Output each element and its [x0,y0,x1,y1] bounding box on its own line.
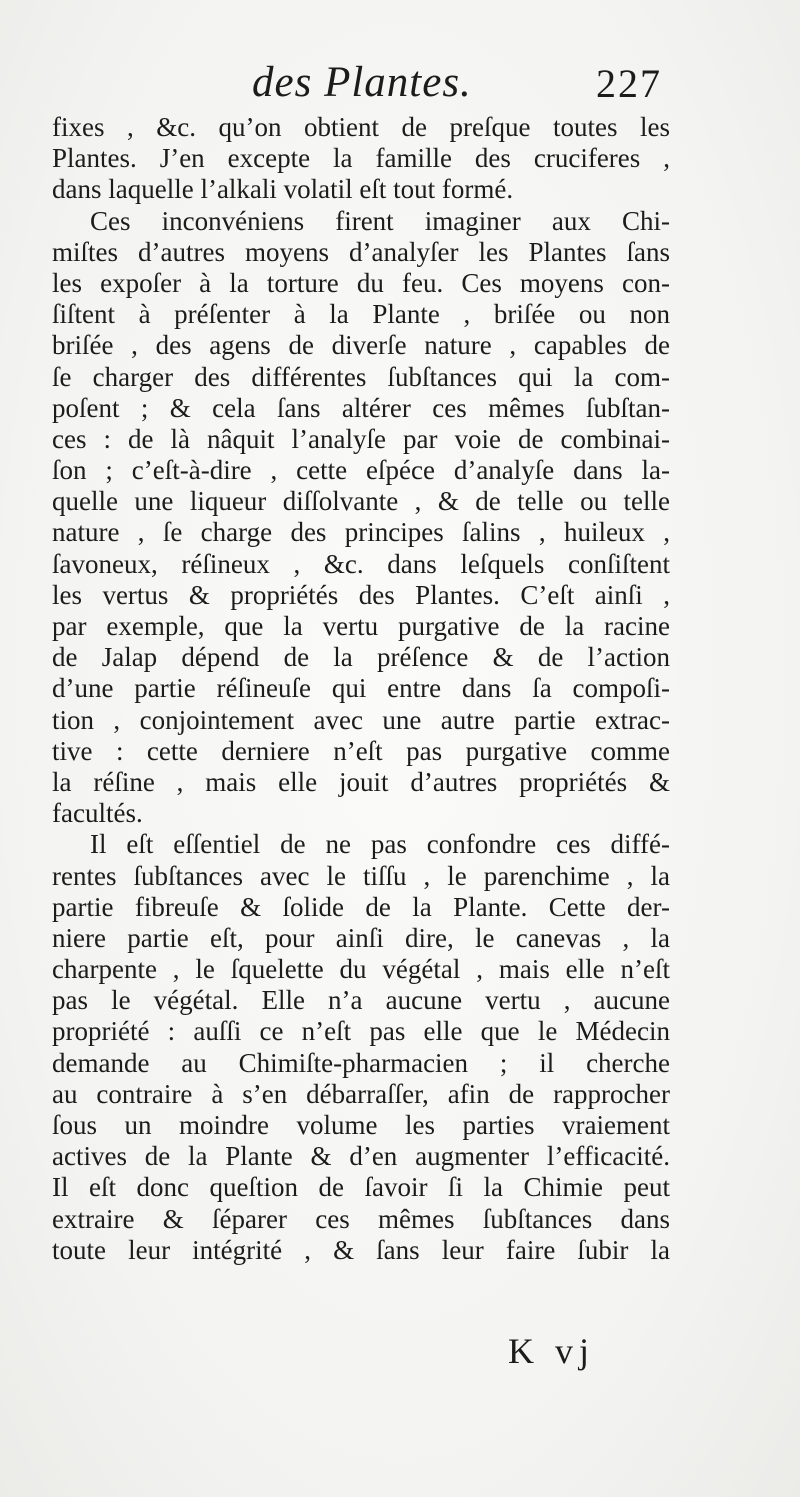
text-line: propriété : auſſi ce n’eſt pas elle que le Médecin [52,1016,670,1047]
text-line: de Jalap dépend de la préſence & de l’action [52,642,670,673]
text-line: la réſine , mais elle jouit d’autres propriétés & [52,766,670,797]
text-line: niere partie eſt, pour ainſi dire, le canevas , la [52,922,670,953]
text-line: ſous un moindre volume les parties vraiement [52,1110,670,1140]
text-line: ſavoneux, réſineux , &c. dans leſquels conſiſtent [52,548,670,579]
text-line: nature , ſe charge des principes ſalins , huileux , [52,517,670,548]
paragraph-start-line: Il eſt eſſentiel de ne pas confondre ces diffé- [90,829,670,860]
text-line: dans laquelle l’alkali volatil eſt tout formé. [52,174,514,205]
body-text [52,112,670,1266]
text-line: les vertus & propriétés des Plantes. C’eſt ainſi , [52,579,670,610]
text-line: Plantes. J’en excepte la famille des cruciferes , [52,143,670,174]
text-line: rentes ſubſtances avec le tiſſu , le parenchime , la [52,860,670,891]
page-number: 227 [596,61,662,106]
text-line: tive : cette derniere n’eſt pas purgative comme [52,735,670,766]
running-title: des Plantes. [252,59,472,106]
text-line: les expoſer à la torture du feu. Ces moyens con- [52,267,670,298]
text-line: par exemple, que la vertu purgative de la racine [52,611,670,641]
text-line: ſon ; c’eſt-à-dire , cette eſpéce d’analyſe dans la- [52,455,670,486]
text-line: actives de la Plante & d’en augmenter l’efficacité. [52,1141,670,1172]
text-line: briſée , des agens de diverſe nature , capables de [52,330,670,361]
text-line: partie fibreuſe & ſolide de la Plante. Cette der- [52,891,670,922]
text-line: d’une partie réſineuſe qui entre dans ſa compoſi- [52,673,670,704]
text-line: tion , conjointement avec une autre partie extrac- [52,704,670,735]
text-line: ces : de là nâquit l’analyſe par voie de combinai- [52,423,670,454]
running-head [0,50,800,110]
text-line: fixes , &c. qu’on obtient de preſque toutes les [52,112,670,142]
text-line: demande au Chimiſte-pharmacien ; il cherche [52,1047,670,1078]
text-line: ſe charger des différentes ſubſtances qui la com- [52,361,670,392]
text-line: charpente , le ſquelette du végétal , mais elle n’eſt [52,954,670,985]
text-line: extraire & ſéparer ces mêmes ſubſtances dans [52,1203,670,1234]
text-line: Il eſt donc queſtion de ſavoir ſi la Chimie peut [52,1172,670,1203]
signature-mark: K vj [508,1331,595,1371]
text-line: au contraire à s’en débarraſſer, afin de rapprocher [52,1078,670,1109]
text-line: quelle une liqueur diſſolvante , & de telle ou telle [52,486,670,517]
text-line: ſiſtent à préſenter à la Plante , briſée ou non [52,299,670,330]
text-line: facultés. [52,798,143,829]
text-line: poſent ; & cela ſans altérer ces mêmes ſubſtan- [52,392,670,423]
text-line: miſtes d’autres moyens d’analyſer les Plantes ſans [52,236,670,267]
text-line: toute leur intégrité , & ſans leur faire ſubir la [52,1234,670,1265]
paragraph-start-line: Ces inconvéniens firent imaginer aux Chi- [90,205,670,236]
text-line: pas le végétal. Elle n’a aucune vertu , aucune [52,985,670,1016]
